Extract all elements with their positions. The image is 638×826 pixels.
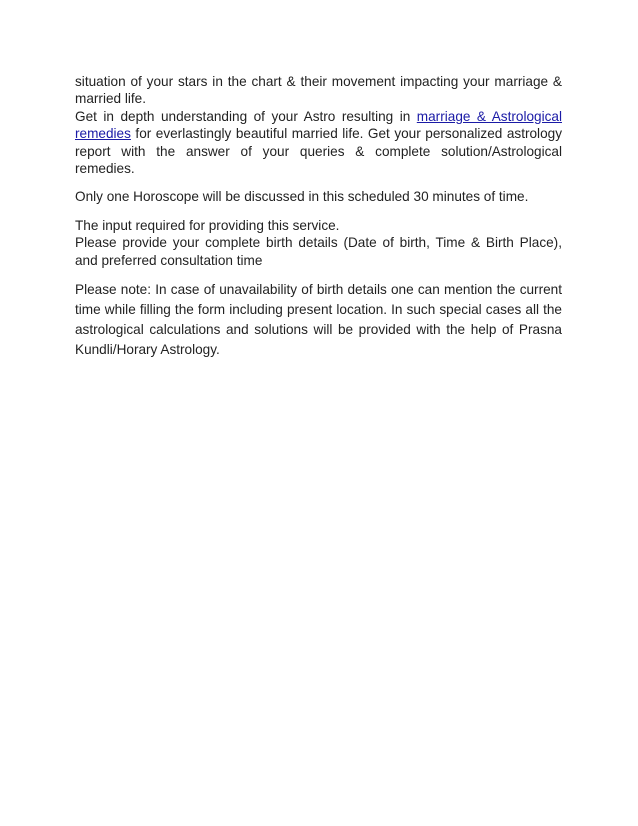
paragraph-text: Please note: In case of unavailability of birth details one can mention the current time while filling the form including present location. In such special cases all the astrological calculations and solutions will be provided with the help of Prasna Kundli/Horary Astrology.	[75, 282, 562, 358]
document-body	[75, 73, 562, 360]
marriage-astrological-remedies-link[interactable]: marriage & Astrological remedies	[75, 108, 562, 142]
paragraph-marriage-intro	[75, 73, 562, 108]
paragraph-input-required	[75, 217, 562, 234]
paragraph-text: The input required for providing this service.	[75, 217, 340, 233]
paragraph-text: situation of your stars in the chart & their movement impacting your marriage & married life.	[75, 74, 562, 107]
paragraph-horoscope-note	[75, 188, 562, 205]
paragraph-spacer	[75, 206, 562, 217]
paragraph-text: Please provide your complete birth details (Date of birth, Time & Birth Place), and preferred consultation time	[75, 235, 562, 268]
paragraph-text: Get in depth understanding of your Astro resulting in	[75, 108, 417, 124]
paragraph-text: Only one Horoscope will be discussed in this scheduled 30 minutes of time.	[75, 189, 529, 205]
paragraph-birth-details	[75, 234, 562, 269]
paragraph-astro-understanding	[75, 108, 562, 178]
paragraph-spacer	[75, 269, 562, 280]
paragraph-spacer	[75, 177, 562, 188]
paragraph-please-note	[75, 280, 562, 360]
paragraph-text: for everlastingly beautiful married life. Get your personalized astrology report with the answer of your queries & complete solution/Astrological remedies.	[75, 126, 562, 177]
